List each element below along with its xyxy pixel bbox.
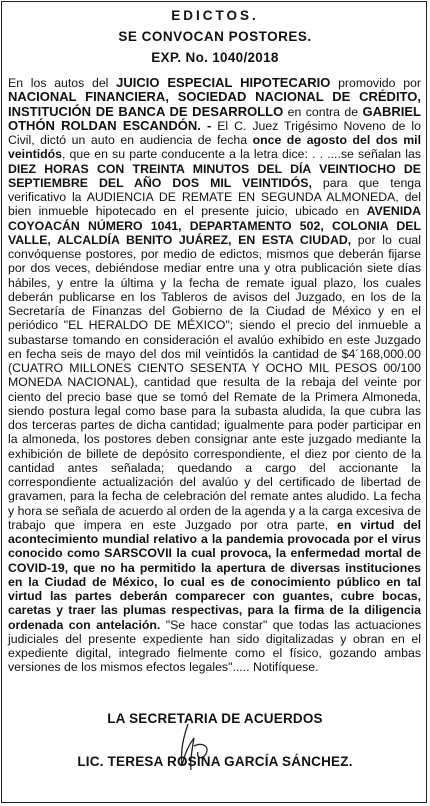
text-segment: "Se hace constar" que todas las actuaciones judiciales del presente expediente han sido digitalizadas y obran en el expediente digital, integrado fielmente como el físico, gozando ambas versiones de los mismos efectos legales"..... Notifíquese. [8, 617, 422, 675]
signatory-name: LIC. TERESA ROSINA GARCÍA SÁNCHEZ. [77, 754, 353, 769]
text-segment: promovido por [330, 76, 421, 90]
notice-body [8, 76, 421, 675]
case-number: EXP. No. 1040/2018 [151, 50, 279, 65]
text-segment: En los autos del [8, 76, 117, 90]
plaintiff-name: NACIONAL FINANCIERA, SOCIEDAD NACIONAL DE CRÉDITO, INSTITUCIÓN DE BANCA DE DESARROLLO [8, 89, 421, 119]
hearing-date: once de agosto del dos mil veintidós [8, 133, 421, 162]
auction-date: DIEZ HORAS CON TREINTA MINUTOS DEL DÍA VEINTIOCHO DE SEPTIEMBRE DEL AÑO DOS MIL VEINTIDÓS, [8, 161, 421, 190]
trial-type: JUICIO ESPECIAL HIPOTECARIO [116, 75, 331, 90]
text-segment: El C. Juez Trigésimo Noveno de lo Civil, dictó un auto en audiencia de fecha [8, 118, 422, 147]
covid-notice: en virtud del acontecimiento mundial relativo a la pandemia provocada por el virus conocido como SARSCOVII la cual provoca, la enfermedad mortal de COVID-19, que no ha permitido la apertura de diversas instituciones en la Ciudad de México, lo cual es de conocimiento público en tal virtud las partes deberán comparecer con guantes, cubre bocas, caretas y traer las plumas respectivas, para la firma de la diligencia ordenada con antelación. [8, 517, 421, 632]
property-address: AVENIDA COYOACÁN NÚMERO 1041, DEPARTAMENTO 502, COLONIA DEL VALLE, ALCALDÍA BENITO JUÁREZ, EN ESTA CIUDAD, [8, 204, 421, 247]
signature-office: LA SECRETARIA DE ACUERDOS [107, 711, 323, 726]
text-segment: para que tenga verificativo la AUDIENCIA DE REMATE EN SEGUNDA ALMONEDA, del bien inmueble hipotecado en el presente juicio, ubicado en [8, 175, 421, 219]
text-segment: por lo cual convóquense postores, por medio de edictos, mismos que deberán fijarse por dos veces, debiéndose mediar entre una y otra publicación siete días hábiles, y entre la última y la fecha de remate igual plazo, los cuales deberán publicarse en los Tableros de avisos del Juzgado, en los de la Secretaría de Finanzas del Gobierno de la Ciudad de México y en el periódico "EL HERALDO DE MÉXICO"; siendo el precio del inmueble a subastarse tomando en consideración el avalúo exhibido en este Juzgado en fecha seis de mayo del dos mil veintidós la cantidad de $4´168,000.00 (CUATRO MILLONES CIENTO SESENTA Y OCHO MIL PESOS 00/100 MONEDA NACIONAL), cantidad que resulta de la rebaja del veinte por ciento del precio base que se tomó del Remate de la Primera Almoneda, siendo postura legal como base para la subasta aludida, la que cubra las dos terceras partes de dicha cantidad; igualmente para poder participar en la almoneda, los postores deben consignar ante este juzgado mediante la exhibición de billete de depósito correspondiente, el diez por ciento de la cantidad antes señalada; quedando a cargo del accionante la correspondiente actualización del avalúo y del certificado de libertad de gravamen, para la fecha de celebración del remate antes aludido. La fecha y hora se señala de acuerdo al orden de la agenda y a la carga excesiva de trabajo que impera en este Juzgado por otra parte, [8, 232, 421, 532]
notice-subtitle: SE CONVOCAN POSTORES. [118, 29, 312, 44]
notice-title: EDICTOS. [171, 8, 259, 23]
text-segment: , que en su parte conducente a la letra dice: . . ....se señalan las [61, 147, 421, 162]
notice-paragraph [8, 76, 421, 675]
defendant-name: GABRIEL OTHÓN ROLDAN ESCANDÓN. - [8, 103, 421, 133]
text-segment: en contra de [283, 104, 363, 119]
